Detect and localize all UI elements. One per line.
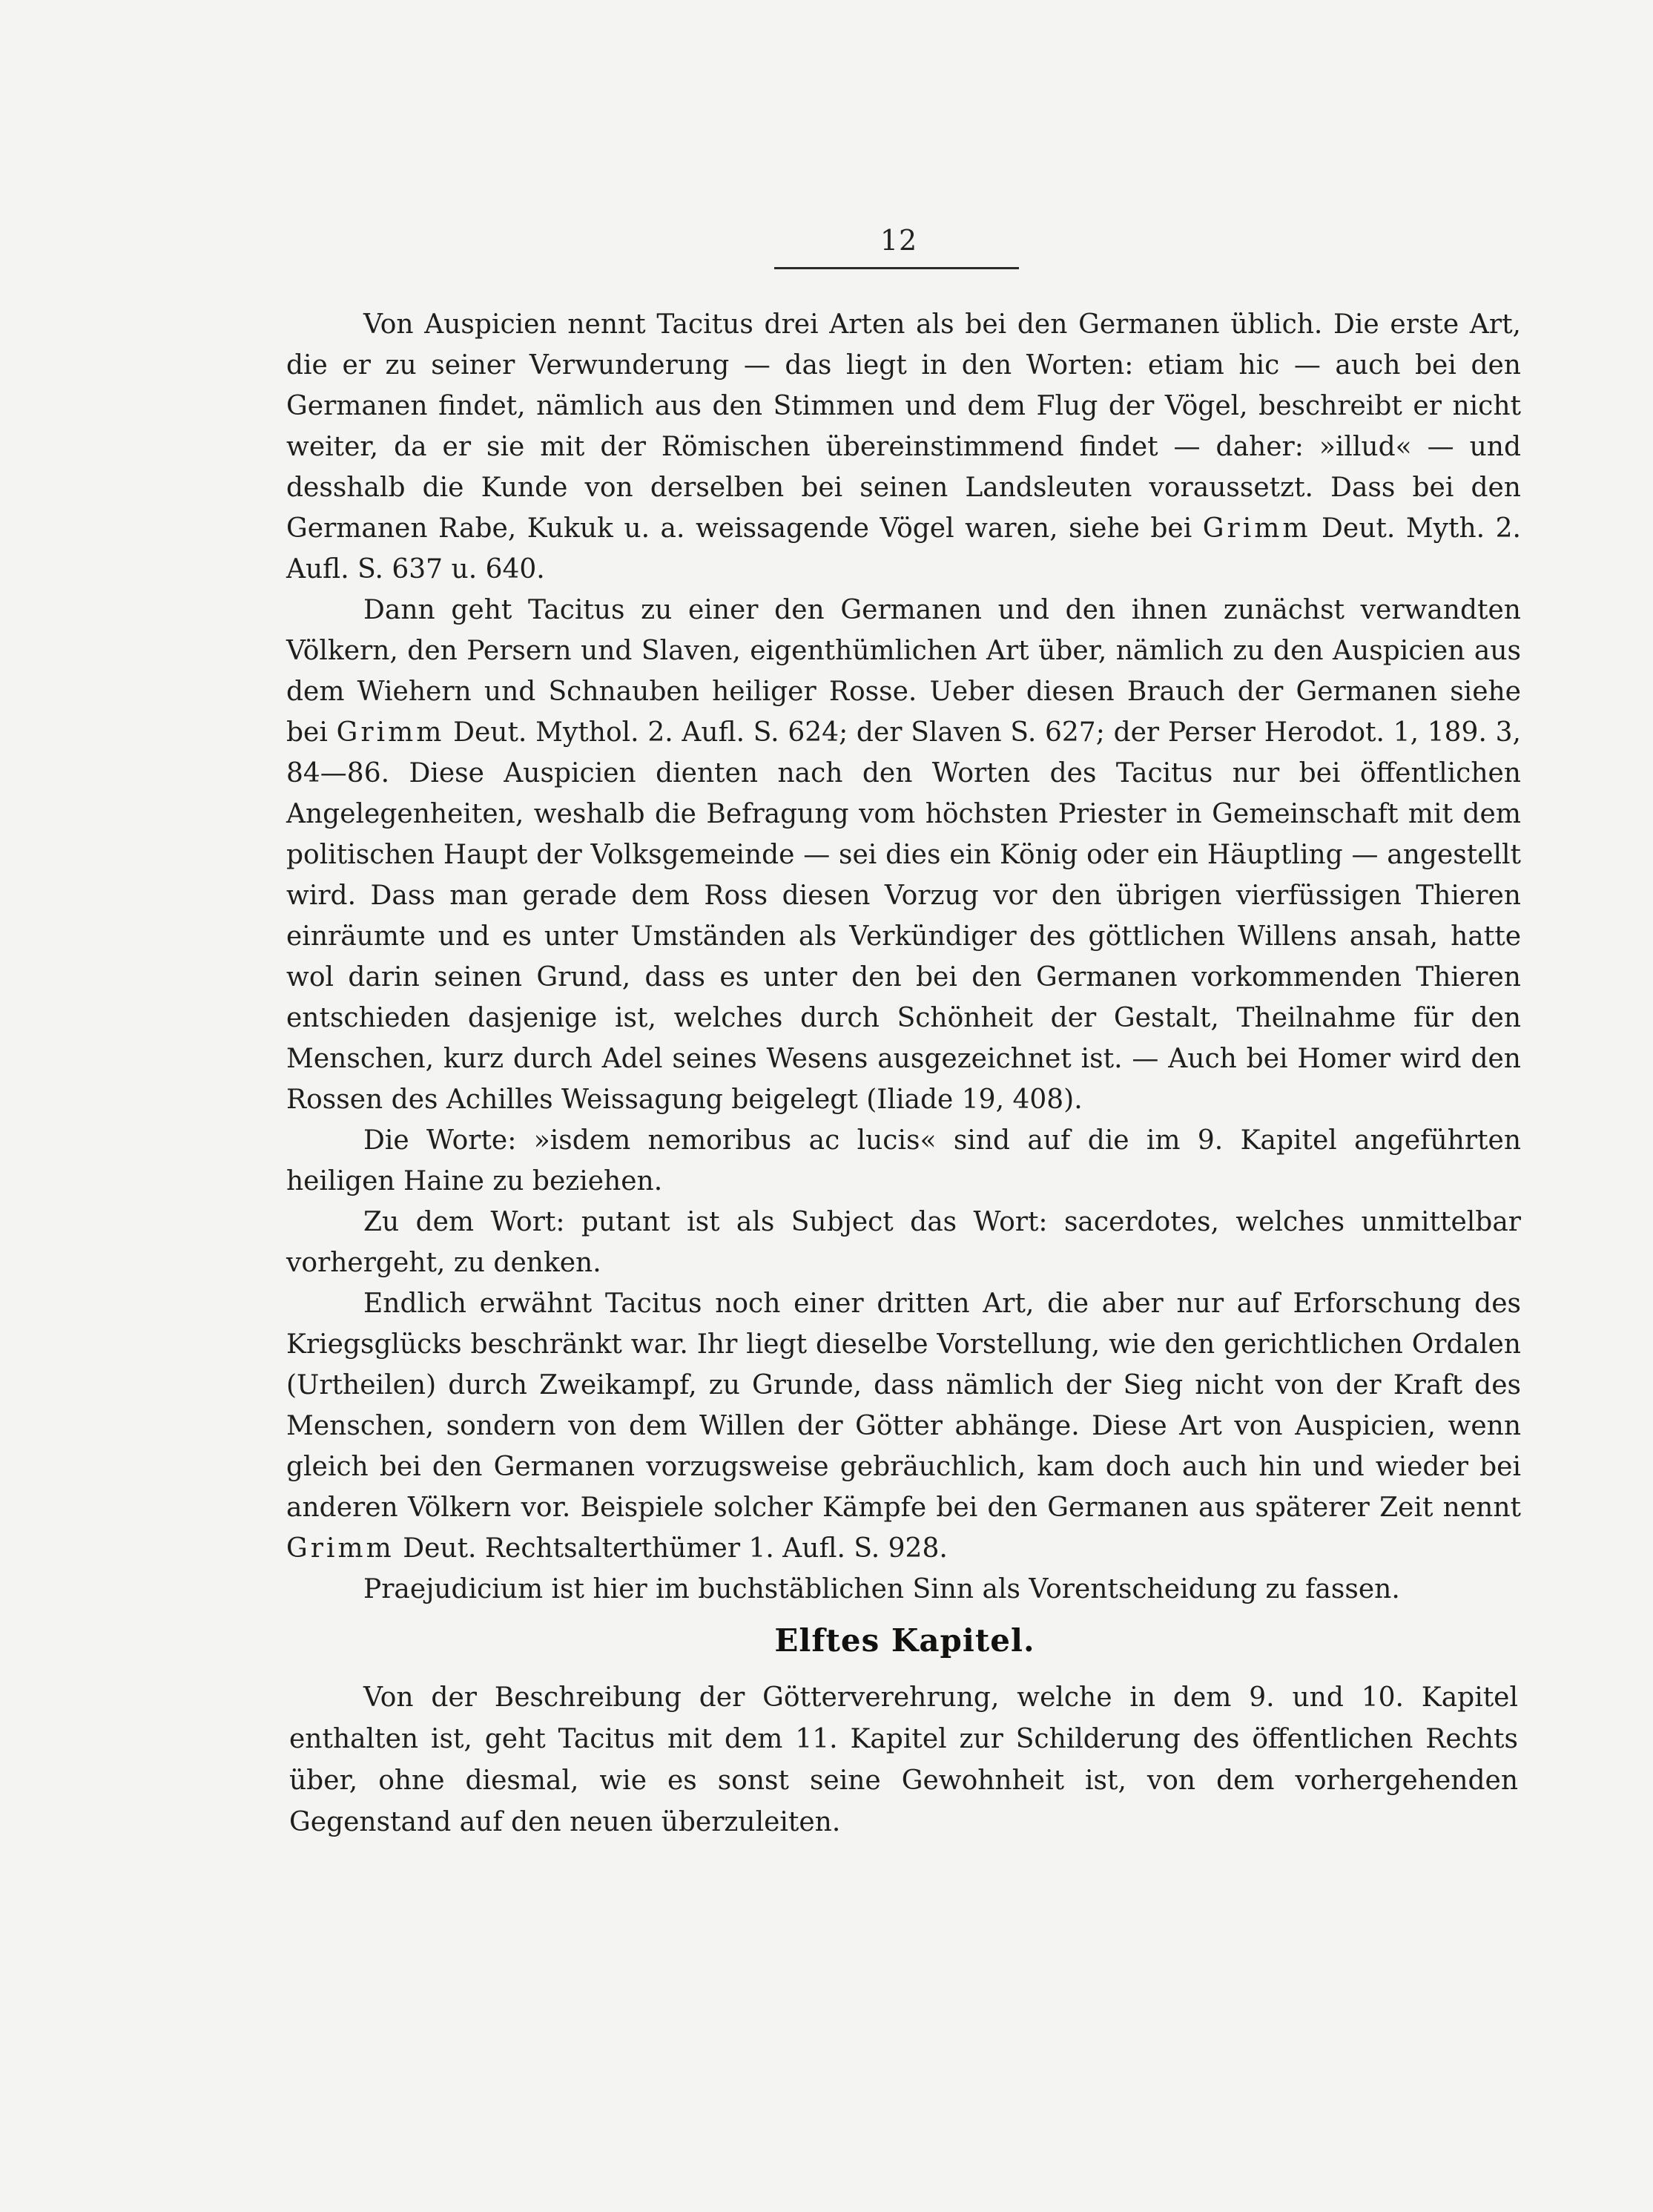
- author-name-grimm: Grimm: [286, 1533, 395, 1564]
- paragraph-7: Von der Beschreibung der Götterverehrung, welche in dem 9. und 10. Kapitel enthalten ist, geht Tacitus mit dem 11. Kapitel zur Schilderung des öffentlichen Rechts über, ohne diesmal, wie es sonst seine Gewohnheit ist, von dem vorhergehenden Gegenstand auf den neuen überzuleiten.: [289, 1682, 1518, 1837]
- paragraph-4: Zu dem Wort: putant ist als Subject das Wort: sacerdotes, welches unmittelbar vorhergeht, zu denken.: [286, 1207, 1521, 1278]
- author-name-grimm: Grimm: [1202, 513, 1311, 544]
- paragraph-3: Die Worte: »isdem nemoribus ac lucis« sind auf die im 9. Kapitel angeführten heiligen Haine zu beziehen.: [286, 1125, 1521, 1196]
- chapter-heading: Elftes Kapitel.: [774, 1622, 1035, 1659]
- paragraph-1-text-a: Von Auspicien nennt Tacitus drei Arten als bei den Germanen üblich. Die erste Art, die er zu seiner Verwunderung — das liegt in den Worten: etiam hic — auch bei den Germanen findet, nämlich aus den Stimmen und dem Flug der Vögel, beschreibt er nicht weiter, da er sie mit der Römischen übereinstimmend findet — daher: »illud« — und desshalb die Kunde von derselben bei seinen Landsleuten voraussetzt. Dass bei den Germanen Rabe, Kukuk u. a. weissagende Vögel waren, siehe bei: [286, 309, 1521, 544]
- paragraph-2-text-a: Dann geht Tacitus zu einer den Germanen und den ihnen zunächst verwandten Völkern, den Persern und Slaven, eigenthümlichen Art über, nämlich zu den Auspicien aus dem Wiehern und Schnauben heiliger Rosse. Ueber diesen Brauch der Germanen siehe bei: [286, 595, 1521, 748]
- paragraph-2: [286, 590, 1521, 1120]
- paragraph-5: [286, 1283, 1521, 1569]
- header-rule: [774, 267, 1019, 269]
- paragraph-5-text-a: Endlich erwähnt Tacitus noch einer dritten Art, die aber nur auf Erforschung des Kriegsglücks beschränkt war. Ihr liegt dieselbe Vorstellung, wie den gerichtlichen Ordalen (Urtheilen) durch Zweikampf, zu Grunde, dass nämlich der Sieg nicht von der Kraft des Menschen, sondern von dem Willen der Götter abhänge. Diese Art von Auspicien, wenn gleich bei den Germanen vorzugsweise gebräuchlich, kam doch auch hin und wieder bei anderen Völkern vor. Beispiele solcher Kämpfe bei den Germanen aus späterer Zeit nennt: [286, 1288, 1521, 1523]
- paragraph-1-text-b: Deut. Myth. 2. Aufl. S. 637 u. 640.: [286, 513, 1521, 585]
- chapter-text: [289, 1677, 1518, 1843]
- paragraph-6: Praejudicium ist hier im buchstäblichen Sinn als Vorentscheidung zu fassen.: [363, 1574, 1400, 1604]
- author-name-grimm: Grimm: [336, 717, 445, 748]
- paragraph-1: [286, 304, 1521, 590]
- page-number: 12: [880, 224, 918, 257]
- paragraph-2-text-b: Deut. Mythol. 2. Aufl. S. 624; der Slaven S. 627; der Perser Herodot. 1, 189. 3, 84—86. Diese Auspicien dienten nach den Worten des Tacitus nur bei öffentlichen Angelegenheiten, weshalb die Befragung vom höchsten Priester in Gemeinschaft mit dem politischen Haupt der Volksgemeinde — sei dies ein König oder ein Häuptling — angestellt wird. Dass man gerade dem Ross diesen Vorzug vor den übrigen vierfüssigen Thieren einräumte und es unter Umständen als Verkündiger des göttlichen Willens ansah, hatte wol darin seinen Grund, dass es unter den bei den Germanen vorkommenden Thieren entschieden dasjenige ist, welches durch Schönheit der Gestalt, Theilnahme für den Menschen, kurz durch Adel seines Wesens ausgezeichnet ist. — Auch bei Homer wird den Rossen des Achilles Weissagung beigelegt (Iliade 19, 408).: [286, 717, 1521, 1115]
- paragraph-5-text-b: Deut. Rechtsalterthümer 1. Aufl. S. 928.: [394, 1533, 948, 1564]
- body-text: [286, 304, 1521, 1610]
